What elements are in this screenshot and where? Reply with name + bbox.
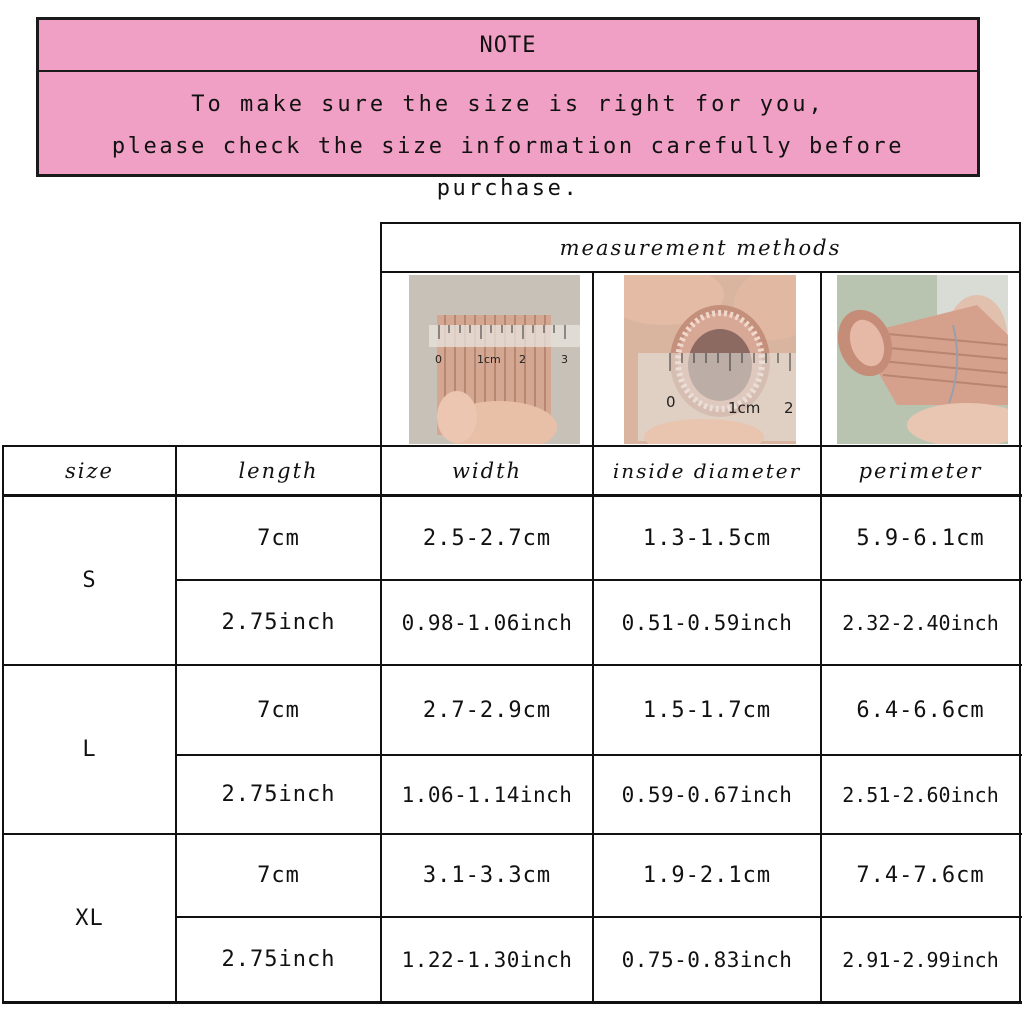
header-perimeter: perimeter	[858, 458, 983, 483]
width-cm: 2.5-2.7cm	[422, 525, 552, 551]
width-inch: 1.22-1.30inch	[401, 947, 573, 972]
divider	[2, 1001, 1022, 1004]
inside-diameter-cm: 1.3-1.5cm	[642, 525, 772, 551]
sleeve-wire-image	[837, 275, 1008, 444]
size-label: L	[82, 737, 97, 762]
inside-diameter-cm: 1.9-2.1cm	[642, 863, 772, 888]
ring-ruler-image	[624, 275, 796, 444]
inside-diameter-cm: 1.5-1.7cm	[642, 697, 772, 723]
ruler-label: 0	[435, 353, 442, 366]
length-cm: 7cm	[257, 697, 300, 723]
perimeter-cm: 7.4-7.6cm	[856, 863, 985, 888]
inside-diameter-inch: 0.59-0.67inch	[621, 782, 793, 807]
divider	[592, 272, 594, 446]
note-line-1: To make sure the size is right for you,	[191, 92, 825, 117]
length-cm: 7cm	[257, 525, 300, 551]
width-cm: 3.1-3.3cm	[422, 863, 552, 888]
perimeter-inch: 2.91-2.99inch	[842, 947, 999, 972]
ruler-label: 2	[784, 399, 794, 417]
inside-diameter-inch: 0.51-0.59inch	[621, 610, 793, 635]
ruler-label: 1cm	[728, 399, 761, 417]
measurement-methods-title: measurement methods	[559, 235, 842, 260]
width-inch: 1.06-1.14inch	[401, 782, 573, 807]
header-width: width	[451, 458, 523, 483]
length-inch: 2.75inch	[221, 782, 336, 807]
perimeter-inch: 2.32-2.40inch	[842, 610, 999, 635]
note-banner	[36, 17, 980, 201]
length-inch: 2.75inch	[221, 610, 336, 635]
perimeter-photo	[837, 275, 1008, 444]
ruler-label: 2	[519, 353, 526, 366]
header-length: length	[238, 458, 319, 483]
ruler-label: 0	[666, 393, 676, 411]
divider	[380, 271, 1021, 273]
width-cm: 2.7-2.9cm	[422, 697, 552, 723]
note-body	[39, 72, 977, 210]
divider	[1019, 445, 1021, 1004]
ruler-label: 1cm	[477, 353, 501, 366]
length-cm: 7cm	[257, 863, 300, 888]
ruler-knit-image	[409, 275, 580, 444]
ruler-label: 3	[561, 353, 568, 366]
note-title: NOTE	[39, 20, 977, 72]
size-label: S	[82, 568, 97, 593]
divider	[820, 272, 822, 446]
perimeter-cm: 5.9-6.1cm	[856, 525, 985, 551]
header-size: size	[65, 458, 114, 483]
header-inside-diameter: inside diameter	[612, 458, 802, 483]
perimeter-cm: 6.4-6.6cm	[856, 697, 985, 723]
length-inch: 2.75inch	[221, 947, 336, 972]
perimeter-inch: 2.51-2.60inch	[842, 782, 999, 807]
width-measurement-photo	[409, 275, 580, 444]
inside-diameter-photo	[624, 275, 796, 444]
size-label: XL	[75, 905, 104, 931]
width-inch: 0.98-1.06inch	[401, 610, 573, 635]
note-line-2: please check the size information carefully before purchase.	[111, 134, 905, 201]
inside-diameter-inch: 0.75-0.83inch	[621, 947, 793, 972]
